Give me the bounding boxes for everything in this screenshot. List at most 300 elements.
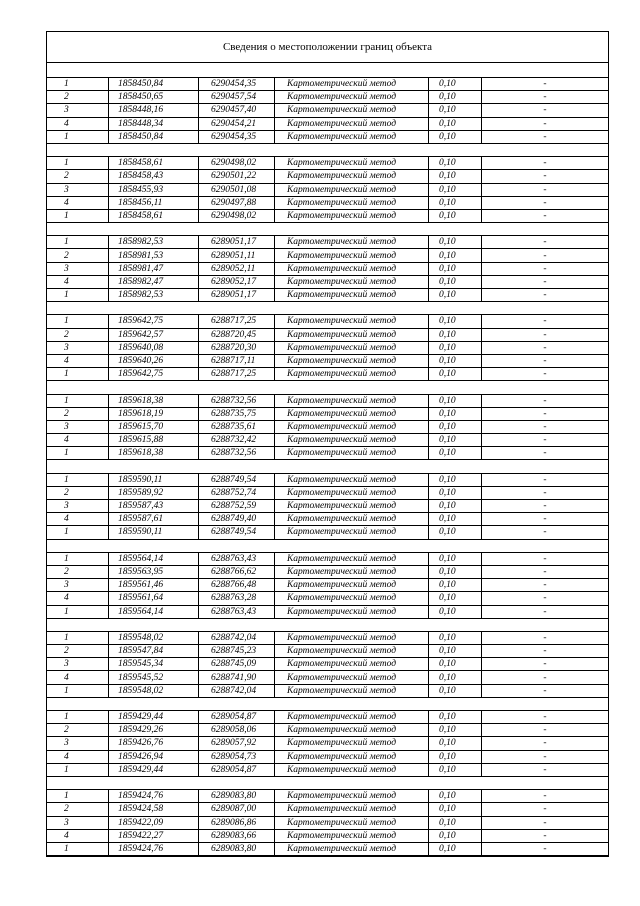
table-row — [47, 473, 608, 486]
y-coordinate-cell: 6289052,11 — [199, 262, 275, 275]
y-coordinate-cell: 6290454,21 — [199, 117, 275, 130]
description-cell: - — [482, 842, 609, 855]
x-coordinate-cell: 1858450,84 — [109, 78, 199, 91]
boundary-document-sheet — [46, 31, 609, 857]
table-row — [47, 420, 608, 433]
x-coordinate-cell: 1859429,44 — [109, 711, 199, 724]
table-row — [47, 500, 608, 513]
y-coordinate-cell: 6288745,09 — [199, 658, 275, 671]
x-coordinate-cell: 1858450,84 — [109, 130, 199, 143]
description-cell: - — [482, 592, 609, 605]
x-coordinate-cell: 1858458,61 — [109, 157, 199, 170]
table-row — [47, 249, 608, 262]
x-coordinate-cell: 1858458,43 — [109, 170, 199, 183]
separator-cell — [47, 381, 608, 394]
x-coordinate-cell: 1859424,76 — [109, 790, 199, 803]
description-cell: - — [482, 262, 609, 275]
y-coordinate-cell: 6289083,80 — [199, 790, 275, 803]
accuracy-cell: 0,10 — [429, 341, 482, 354]
method-cell: Картометрический метод — [275, 565, 429, 578]
point-number-cell: 4 — [47, 354, 109, 367]
description-cell: - — [482, 737, 609, 750]
table-row — [47, 170, 608, 183]
separator-cell — [47, 223, 608, 236]
point-number-cell: 2 — [47, 724, 109, 737]
description-cell: - — [482, 658, 609, 671]
y-coordinate-cell: 6288752,59 — [199, 500, 275, 513]
x-coordinate-cell: 1859642,75 — [109, 315, 199, 328]
table-row — [47, 157, 608, 170]
point-number-cell: 3 — [47, 183, 109, 196]
table-row — [47, 78, 608, 91]
point-number-cell: 2 — [47, 645, 109, 658]
accuracy-cell: 0,10 — [429, 170, 482, 183]
y-coordinate-cell: 6288749,40 — [199, 513, 275, 526]
method-cell: Картометрический метод — [275, 170, 429, 183]
description-cell: - — [482, 724, 609, 737]
point-number-cell: 4 — [47, 671, 109, 684]
table-row — [47, 513, 608, 526]
accuracy-cell: 0,10 — [429, 407, 482, 420]
description-cell: - — [482, 315, 609, 328]
method-cell: Картометрический метод — [275, 500, 429, 513]
point-number-cell: 1 — [47, 236, 109, 249]
method-cell: Картометрический метод — [275, 790, 429, 803]
point-number-cell: 4 — [47, 117, 109, 130]
table-row — [47, 684, 608, 697]
accuracy-cell: 0,10 — [429, 328, 482, 341]
x-coordinate-cell: 1859545,52 — [109, 671, 199, 684]
method-cell: Картометрический метод — [275, 513, 429, 526]
point-number-cell: 4 — [47, 434, 109, 447]
separator-cell — [47, 143, 608, 156]
point-number-cell: 1 — [47, 790, 109, 803]
point-number-cell: 2 — [47, 407, 109, 420]
x-coordinate-cell: 1859561,64 — [109, 592, 199, 605]
accuracy-cell: 0,10 — [429, 658, 482, 671]
y-coordinate-cell: 6290501,08 — [199, 183, 275, 196]
y-coordinate-cell: 6290498,02 — [199, 157, 275, 170]
description-cell: - — [482, 750, 609, 763]
x-coordinate-cell: 1859618,38 — [109, 447, 199, 460]
description-cell: - — [482, 711, 609, 724]
table-row — [47, 631, 608, 644]
method-cell: Картометрический метод — [275, 434, 429, 447]
table-row — [47, 579, 608, 592]
method-cell: Картометрический метод — [275, 420, 429, 433]
point-number-cell: 2 — [47, 328, 109, 341]
method-cell: Картометрический метод — [275, 78, 429, 91]
point-number-cell: 3 — [47, 420, 109, 433]
accuracy-cell: 0,10 — [429, 565, 482, 578]
separator-cell — [47, 539, 608, 552]
table-row — [47, 315, 608, 328]
method-cell: Картометрический метод — [275, 592, 429, 605]
table-row — [47, 816, 608, 829]
x-coordinate-cell: 1859615,70 — [109, 420, 199, 433]
y-coordinate-cell: 6289051,17 — [199, 289, 275, 302]
x-coordinate-cell: 1858982,47 — [109, 275, 199, 288]
accuracy-cell: 0,10 — [429, 249, 482, 262]
y-coordinate-cell: 6290454,35 — [199, 130, 275, 143]
description-cell: - — [482, 236, 609, 249]
accuracy-cell: 0,10 — [429, 117, 482, 130]
point-number-cell: 1 — [47, 526, 109, 539]
description-cell: - — [482, 552, 609, 565]
method-cell: Картометрический метод — [275, 262, 429, 275]
x-coordinate-cell: 1859424,76 — [109, 842, 199, 855]
y-coordinate-cell: 6289054,73 — [199, 750, 275, 763]
table-row — [47, 750, 608, 763]
description-cell: - — [482, 117, 609, 130]
x-coordinate-cell: 1858982,53 — [109, 289, 199, 302]
description-cell: - — [482, 579, 609, 592]
point-number-cell: 1 — [47, 631, 109, 644]
accuracy-cell: 0,10 — [429, 552, 482, 565]
table-row — [47, 552, 608, 565]
x-coordinate-cell: 1859422,27 — [109, 829, 199, 842]
point-number-cell: 1 — [47, 711, 109, 724]
x-coordinate-cell: 1858456,11 — [109, 196, 199, 209]
table-row — [47, 209, 608, 222]
accuracy-cell: 0,10 — [429, 91, 482, 104]
x-coordinate-cell: 1859587,61 — [109, 513, 199, 526]
y-coordinate-cell: 6288763,43 — [199, 552, 275, 565]
table-row — [47, 658, 608, 671]
x-coordinate-cell: 1859426,94 — [109, 750, 199, 763]
y-coordinate-cell: 6288717,25 — [199, 368, 275, 381]
y-coordinate-cell: 6288745,23 — [199, 645, 275, 658]
accuracy-cell: 0,10 — [429, 631, 482, 644]
table-row — [47, 407, 608, 420]
point-number-cell: 3 — [47, 816, 109, 829]
table-row — [47, 434, 608, 447]
table-row — [47, 486, 608, 499]
y-coordinate-cell: 6288732,56 — [199, 447, 275, 460]
y-coordinate-cell: 6289086,86 — [199, 816, 275, 829]
method-cell: Картометрический метод — [275, 763, 429, 776]
y-coordinate-cell: 6289052,17 — [199, 275, 275, 288]
point-number-cell: 4 — [47, 750, 109, 763]
table-row — [47, 236, 608, 249]
point-number-cell: 1 — [47, 130, 109, 143]
x-coordinate-cell: 1859422,09 — [109, 816, 199, 829]
point-number-cell: 3 — [47, 500, 109, 513]
point-number-cell: 3 — [47, 737, 109, 750]
separator-cell — [47, 776, 608, 789]
table-row — [47, 829, 608, 842]
accuracy-cell: 0,10 — [429, 816, 482, 829]
method-cell: Картометрический метод — [275, 486, 429, 499]
description-cell: - — [482, 209, 609, 222]
group-separator-row — [47, 697, 608, 710]
y-coordinate-cell: 6290457,54 — [199, 91, 275, 104]
x-coordinate-cell: 1859640,08 — [109, 341, 199, 354]
y-coordinate-cell: 6288766,62 — [199, 565, 275, 578]
description-cell: - — [482, 526, 609, 539]
accuracy-cell: 0,10 — [429, 262, 482, 275]
description-cell: - — [482, 763, 609, 776]
x-coordinate-cell: 1858981,53 — [109, 249, 199, 262]
y-coordinate-cell: 6288749,54 — [199, 473, 275, 486]
accuracy-cell: 0,10 — [429, 473, 482, 486]
method-cell: Картометрический метод — [275, 711, 429, 724]
description-cell: - — [482, 78, 609, 91]
table-row — [47, 737, 608, 750]
x-coordinate-cell: 1859424,58 — [109, 803, 199, 816]
y-coordinate-cell: 6288749,54 — [199, 526, 275, 539]
method-cell: Картометрический метод — [275, 354, 429, 367]
document-title: Сведения о местоположении границ объекта — [47, 32, 608, 63]
table-row — [47, 711, 608, 724]
accuracy-cell: 0,10 — [429, 711, 482, 724]
x-coordinate-cell: 1859615,88 — [109, 434, 199, 447]
description-cell: - — [482, 289, 609, 302]
accuracy-cell: 0,10 — [429, 803, 482, 816]
y-coordinate-cell: 6288717,11 — [199, 354, 275, 367]
y-coordinate-cell: 6289083,80 — [199, 842, 275, 855]
method-cell: Картометрический метод — [275, 552, 429, 565]
accuracy-cell: 0,10 — [429, 724, 482, 737]
method-cell: Картометрический метод — [275, 328, 429, 341]
group-separator-row — [47, 776, 608, 789]
point-number-cell: 2 — [47, 565, 109, 578]
point-number-cell: 1 — [47, 394, 109, 407]
accuracy-cell: 0,10 — [429, 605, 482, 618]
y-coordinate-cell: 6289083,66 — [199, 829, 275, 842]
method-cell: Картометрический метод — [275, 236, 429, 249]
table-row — [47, 592, 608, 605]
method-cell: Картометрический метод — [275, 829, 429, 842]
x-coordinate-cell: 1859590,11 — [109, 473, 199, 486]
accuracy-cell: 0,10 — [429, 420, 482, 433]
method-cell: Картометрический метод — [275, 368, 429, 381]
y-coordinate-cell: 6290454,35 — [199, 78, 275, 91]
y-coordinate-cell: 6288763,28 — [199, 592, 275, 605]
table-row — [47, 91, 608, 104]
accuracy-cell: 0,10 — [429, 579, 482, 592]
y-coordinate-cell: 6290501,22 — [199, 170, 275, 183]
table-row — [47, 328, 608, 341]
point-number-cell: 1 — [47, 684, 109, 697]
table-row — [47, 275, 608, 288]
table-row — [47, 645, 608, 658]
y-coordinate-cell: 6288752,74 — [199, 486, 275, 499]
x-coordinate-cell: 1859590,11 — [109, 526, 199, 539]
table-row — [47, 104, 608, 117]
accuracy-cell: 0,10 — [429, 526, 482, 539]
accuracy-cell: 0,10 — [429, 829, 482, 842]
point-number-cell: 1 — [47, 209, 109, 222]
accuracy-cell: 0,10 — [429, 842, 482, 855]
x-coordinate-cell: 1859640,26 — [109, 354, 199, 367]
description-cell: - — [482, 671, 609, 684]
x-coordinate-cell: 1858455,93 — [109, 183, 199, 196]
point-number-cell: 2 — [47, 486, 109, 499]
table-row — [47, 842, 608, 855]
y-coordinate-cell: 6289051,11 — [199, 249, 275, 262]
group-separator-row — [47, 381, 608, 394]
accuracy-cell: 0,10 — [429, 486, 482, 499]
group-separator-row — [47, 618, 608, 631]
x-coordinate-cell: 1859564,14 — [109, 552, 199, 565]
method-cell: Картометрический метод — [275, 249, 429, 262]
coordinates-table — [47, 78, 608, 856]
point-number-cell: 1 — [47, 552, 109, 565]
x-coordinate-cell: 1858448,34 — [109, 117, 199, 130]
accuracy-cell: 0,10 — [429, 394, 482, 407]
description-cell: - — [482, 341, 609, 354]
description-cell: - — [482, 434, 609, 447]
x-coordinate-cell: 1859589,92 — [109, 486, 199, 499]
x-coordinate-cell: 1859563,95 — [109, 565, 199, 578]
accuracy-cell: 0,10 — [429, 790, 482, 803]
group-separator-row — [47, 223, 608, 236]
method-cell: Картометрический метод — [275, 341, 429, 354]
description-cell: - — [482, 790, 609, 803]
description-cell: - — [482, 170, 609, 183]
coordinates-table-body — [47, 78, 608, 856]
table-row — [47, 341, 608, 354]
accuracy-cell: 0,10 — [429, 130, 482, 143]
table-row — [47, 394, 608, 407]
y-coordinate-cell: 6289054,87 — [199, 763, 275, 776]
description-cell: - — [482, 104, 609, 117]
description-cell: - — [482, 486, 609, 499]
method-cell: Картометрический метод — [275, 579, 429, 592]
description-cell: - — [482, 565, 609, 578]
accuracy-cell: 0,10 — [429, 434, 482, 447]
accuracy-cell: 0,10 — [429, 447, 482, 460]
description-cell: - — [482, 473, 609, 486]
point-number-cell: 4 — [47, 196, 109, 209]
x-coordinate-cell: 1859547,84 — [109, 645, 199, 658]
description-cell: - — [482, 183, 609, 196]
point-number-cell: 3 — [47, 658, 109, 671]
group-separator-row — [47, 539, 608, 552]
table-row — [47, 790, 608, 803]
accuracy-cell: 0,10 — [429, 78, 482, 91]
method-cell: Картометрический метод — [275, 209, 429, 222]
point-number-cell: 2 — [47, 249, 109, 262]
x-coordinate-cell: 1858982,53 — [109, 236, 199, 249]
method-cell: Картометрический метод — [275, 631, 429, 644]
point-number-cell: 2 — [47, 803, 109, 816]
method-cell: Картометрический метод — [275, 447, 429, 460]
x-coordinate-cell: 1859545,34 — [109, 658, 199, 671]
description-cell: - — [482, 130, 609, 143]
y-coordinate-cell: 6289057,92 — [199, 737, 275, 750]
description-cell: - — [482, 684, 609, 697]
y-coordinate-cell: 6288766,48 — [199, 579, 275, 592]
method-cell: Картометрический метод — [275, 91, 429, 104]
table-row — [47, 447, 608, 460]
method-cell: Картометрический метод — [275, 196, 429, 209]
accuracy-cell: 0,10 — [429, 513, 482, 526]
group-separator-row — [47, 460, 608, 473]
table-row — [47, 803, 608, 816]
x-coordinate-cell: 1859564,14 — [109, 605, 199, 618]
method-cell: Картометрический метод — [275, 473, 429, 486]
method-cell: Картометрический метод — [275, 803, 429, 816]
x-coordinate-cell: 1859642,57 — [109, 328, 199, 341]
point-number-cell: 3 — [47, 341, 109, 354]
accuracy-cell: 0,10 — [429, 289, 482, 302]
method-cell: Картометрический метод — [275, 645, 429, 658]
description-cell: - — [482, 816, 609, 829]
description-cell: - — [482, 275, 609, 288]
x-coordinate-cell: 1859618,38 — [109, 394, 199, 407]
y-coordinate-cell: 6288735,75 — [199, 407, 275, 420]
y-coordinate-cell: 6288742,04 — [199, 684, 275, 697]
description-cell: - — [482, 605, 609, 618]
description-cell: - — [482, 631, 609, 644]
x-coordinate-cell: 1859548,02 — [109, 684, 199, 697]
description-cell: - — [482, 91, 609, 104]
accuracy-cell: 0,10 — [429, 236, 482, 249]
x-coordinate-cell: 1858458,61 — [109, 209, 199, 222]
point-number-cell: 1 — [47, 78, 109, 91]
point-number-cell: 1 — [47, 605, 109, 618]
accuracy-cell: 0,10 — [429, 196, 482, 209]
y-coordinate-cell: 6289058,06 — [199, 724, 275, 737]
x-coordinate-cell: 1858448,16 — [109, 104, 199, 117]
point-number-cell: 1 — [47, 473, 109, 486]
method-cell: Картометрический метод — [275, 394, 429, 407]
x-coordinate-cell: 1859642,75 — [109, 368, 199, 381]
method-cell: Картометрический метод — [275, 157, 429, 170]
description-cell: - — [482, 500, 609, 513]
point-number-cell: 2 — [47, 170, 109, 183]
x-coordinate-cell: 1858981,47 — [109, 262, 199, 275]
y-coordinate-cell: 6288720,30 — [199, 341, 275, 354]
point-number-cell: 2 — [47, 91, 109, 104]
table-row — [47, 605, 608, 618]
y-coordinate-cell: 6288763,43 — [199, 605, 275, 618]
point-number-cell: 1 — [47, 157, 109, 170]
method-cell: Картометрический метод — [275, 737, 429, 750]
table-row — [47, 526, 608, 539]
description-cell: - — [482, 368, 609, 381]
x-coordinate-cell: 1859618,19 — [109, 407, 199, 420]
method-cell: Картометрический метод — [275, 407, 429, 420]
method-cell: Картометрический метод — [275, 605, 429, 618]
method-cell: Картометрический метод — [275, 671, 429, 684]
method-cell: Картометрический метод — [275, 275, 429, 288]
description-cell: - — [482, 407, 609, 420]
accuracy-cell: 0,10 — [429, 592, 482, 605]
table-row — [47, 565, 608, 578]
description-cell: - — [482, 645, 609, 658]
x-coordinate-cell: 1859429,44 — [109, 763, 199, 776]
accuracy-cell: 0,10 — [429, 275, 482, 288]
y-coordinate-cell: 6288742,04 — [199, 631, 275, 644]
header-spacer — [47, 63, 608, 78]
point-number-cell: 1 — [47, 368, 109, 381]
accuracy-cell: 0,10 — [429, 684, 482, 697]
y-coordinate-cell: 6290497,88 — [199, 196, 275, 209]
y-coordinate-cell: 6290457,40 — [199, 104, 275, 117]
method-cell: Картометрический метод — [275, 130, 429, 143]
method-cell: Картометрический метод — [275, 104, 429, 117]
table-row — [47, 130, 608, 143]
accuracy-cell: 0,10 — [429, 157, 482, 170]
method-cell: Картометрический метод — [275, 658, 429, 671]
method-cell: Картометрический метод — [275, 842, 429, 855]
accuracy-cell: 0,10 — [429, 671, 482, 684]
x-coordinate-cell: 1859548,02 — [109, 631, 199, 644]
point-number-cell: 1 — [47, 447, 109, 460]
